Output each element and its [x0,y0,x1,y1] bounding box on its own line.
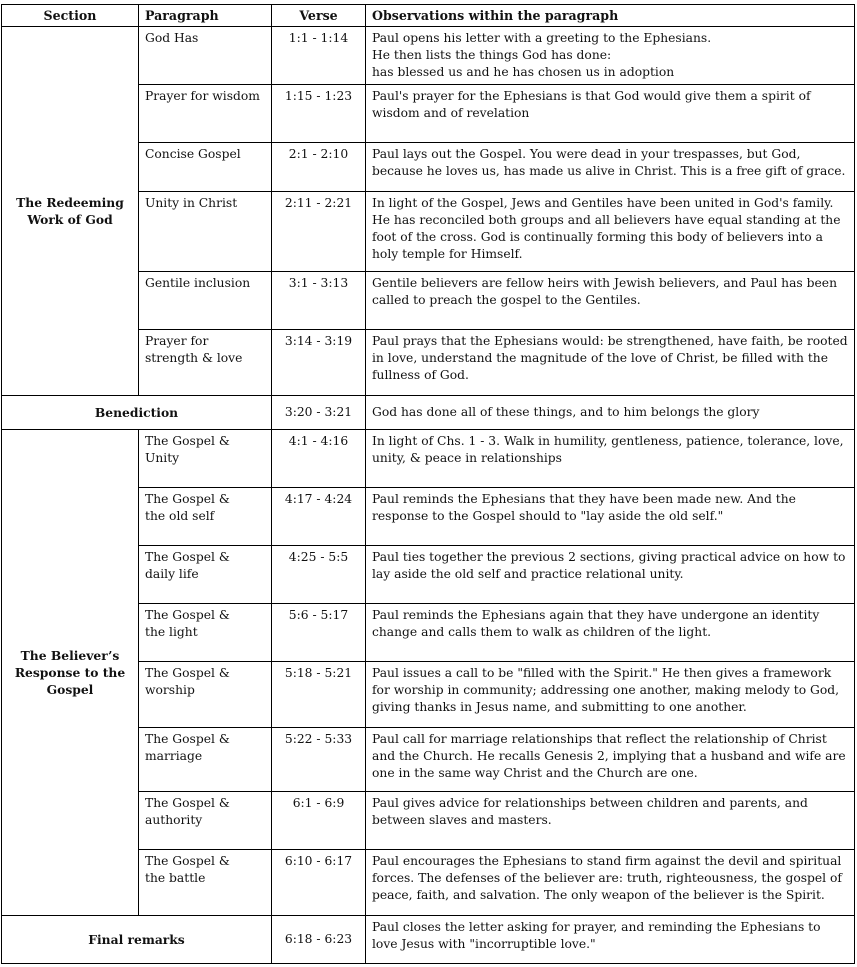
observation-cell: Paul reminds the Ephesians that they have been made new. And the response to the Gospel should to "lay aside the old self." [366,488,855,546]
verse-cell: 4:25 - 5:5 [272,546,366,604]
observation-cell: God has done all of these things, and to him belongs the glory [366,396,855,430]
section-believers-response: The Believer’s Response to the Gospel [2,430,139,916]
verse-cell: 5:18 - 5:21 [272,662,366,728]
verse-cell: 5:6 - 5:17 [272,604,366,662]
header-observations: Observations within the paragraph [366,5,855,27]
observation-cell: Paul reminds the Ephesians again that they have undergone an identity change and calls them to walk as children of the light. [366,604,855,662]
observation-cell: Paul gives advice for relationships between children and parents, and between slaves and masters. [366,792,855,850]
observation-cell: Paul issues a call to be "filled with the Spirit." He then gives a framework for worship in community; addressing one another, making melody to God, giving thanks in Jesus name, and submitting to one another. [366,662,855,728]
verse-cell: 6:1 - 6:9 [272,792,366,850]
paragraph-cell: Unity in Christ [139,192,272,272]
paragraph-cell: The Gospel & Unity [139,430,272,488]
verse-cell: 5:22 - 5:33 [272,728,366,792]
verse-cell: 4:1 - 4:16 [272,430,366,488]
paragraph-cell: Gentile inclusion [139,272,272,330]
observation-cell: Paul's prayer for the Ephesians is that God would give them a spirit of wisdom and of revelation [366,85,855,143]
paragraph-cell: Prayer for wisdom [139,85,272,143]
verse-cell: 2:11 - 2:21 [272,192,366,272]
paragraph-cell: The Gospel & worship [139,662,272,728]
paragraph-cell: The Gospel & the battle [139,850,272,916]
header-row [2,5,855,27]
verse-cell: 1:15 - 1:23 [272,85,366,143]
observation-cell: Paul closes the letter asking for prayer, and reminding the Ephesians to love Jesus with "incorruptible love." [366,916,855,964]
verse-cell: 1:1 - 1:14 [272,27,366,85]
paragraph-cell: The Gospel & marriage [139,728,272,792]
observation-cell: Gentile believers are fellow heirs with Jewish believers, and Paul has been called to preach the gospel to the Gentiles. [366,272,855,330]
section-final-remarks: Final remarks [2,916,272,964]
observation-cell: In light of Chs. 1 - 3. Walk in humility, gentleness, patience, tolerance, love, unity, & peace in relationships [366,430,855,488]
verse-cell: 4:17 - 4:24 [272,488,366,546]
verse-cell: 3:1 - 3:13 [272,272,366,330]
paragraph-cell: Concise Gospel [139,143,272,192]
verse-cell: 6:10 - 6:17 [272,850,366,916]
paragraph-cell: The Gospel & the light [139,604,272,662]
verse-cell: 3:20 - 3:21 [272,396,366,430]
section-benediction: Benediction [2,396,272,430]
observation-cell: Paul lays out the Gospel. You were dead in your trespasses, but God, because he loves us, has made us alive in Christ. This is a free gift of grace. [366,143,855,192]
header-verse: Verse [272,5,366,27]
table-row [2,916,855,964]
section-redeeming-work: The Redeeming Work of God [2,27,139,396]
paragraph-cell: Prayer for strength & love [139,330,272,396]
table-row [2,430,855,488]
table-row [2,27,855,85]
paragraph-cell: The Gospel & the old self [139,488,272,546]
observation-cell: Paul opens his letter with a greeting to the Ephesians. He then lists the things God has done: has blessed us and he has chosen us in adoption [366,27,855,85]
paragraph-cell: The Gospel & daily life [139,546,272,604]
verse-cell: 2:1 - 2:10 [272,143,366,192]
ephesians-outline-table [1,4,855,964]
paragraph-cell: God Has [139,27,272,85]
header-paragraph: Paragraph [139,5,272,27]
header-section: Section [2,5,139,27]
observation-cell: In light of the Gospel, Jews and Gentiles have been united in God's family. He has reconciled both groups and all believers have equal standing at the foot of the cross. God is continually forming this body of believers into a holy temple for Himself. [366,192,855,272]
verse-cell: 6:18 - 6:23 [272,916,366,964]
observation-cell: Paul encourages the Ephesians to stand firm against the devil and spiritual forces. The defenses of the believer are: truth, righteousness, the gospel of peace, faith, and salvation. The only weapon of the believer is the Spirit. [366,850,855,916]
verse-cell: 3:14 - 3:19 [272,330,366,396]
table-row [2,396,855,430]
observation-cell: Paul prays that the Ephesians would: be strengthened, have faith, be rooted in love, understand the magnitude of the love of Christ, be filled with the fullness of God. [366,330,855,396]
observation-cell: Paul call for marriage relationships that reflect the relationship of Christ and the Church. He recalls Genesis 2, implying that a husband and wife are one in the same way Christ and the Church are one. [366,728,855,792]
observation-cell: Paul ties together the previous 2 sections, giving practical advice on how to lay aside the old self and practice relational unity. [366,546,855,604]
paragraph-cell: The Gospel & authority [139,792,272,850]
